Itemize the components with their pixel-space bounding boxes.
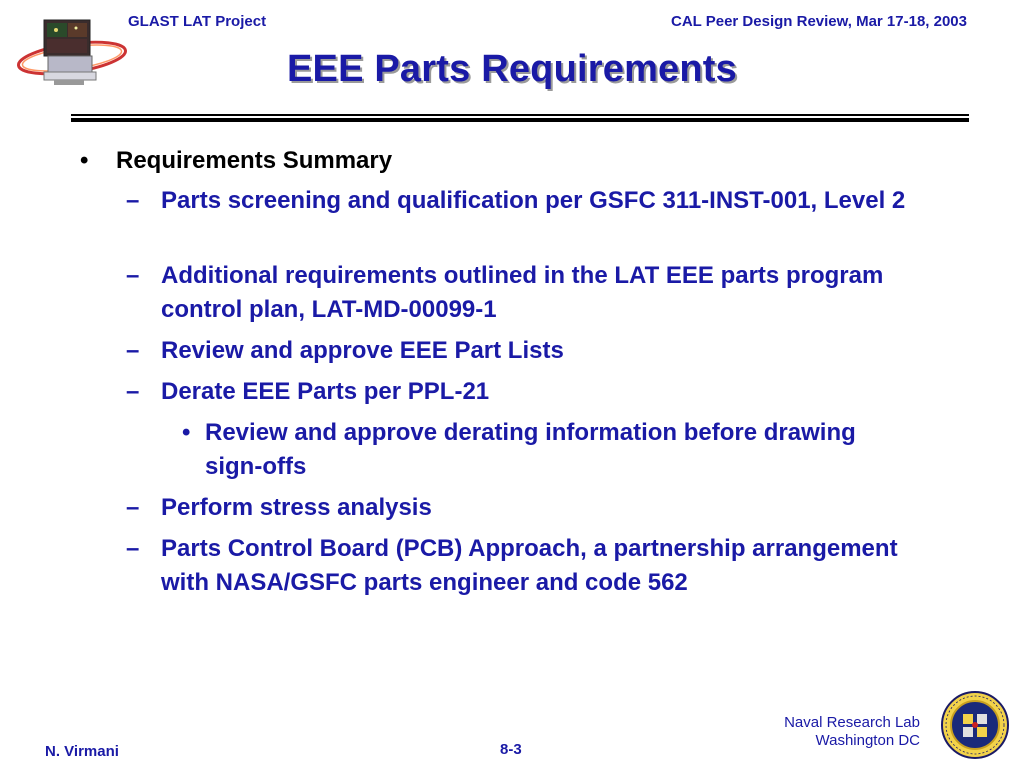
sub-bullet-text: Review and approve EEE Part Lists — [161, 337, 564, 364]
header-review: CAL Peer Design Review, Mar 17-18, 2003 — [671, 13, 967, 30]
bullet-text: Requirements Summary — [116, 147, 393, 174]
footer-organization — [784, 714, 920, 750]
bullet-mark: • — [80, 147, 89, 174]
dash-mark: – — [126, 262, 140, 289]
sub-bullet-text: Parts screening and qualification per GSFC 311-INST-001, Level 2 — [161, 187, 906, 214]
footer-org-name: Naval Research Lab — [784, 714, 920, 731]
naval-research-lab-seal-icon — [940, 690, 1010, 760]
title-divider-thin — [71, 114, 969, 116]
dash-mark: – — [126, 494, 140, 521]
header-project: GLAST LAT Project — [128, 13, 267, 30]
slide-title: EEE Parts Requirements — [286, 48, 737, 90]
dash-mark: – — [126, 378, 140, 405]
footer-org-location: Washington DC — [815, 732, 920, 749]
dash-mark: – — [126, 187, 140, 214]
footer-page-number: 8-3 — [500, 741, 522, 758]
title-divider-thick — [71, 118, 969, 122]
bullet-mark: • — [182, 419, 191, 446]
sub-bullet-text: Parts Control Board (PCB) Approach, a partnership arrangement with NASA/GSFC parts engineer and code 562 — [161, 535, 898, 596]
dash-mark: – — [126, 337, 140, 364]
sub-bullet-text: Derate EEE Parts per PPL-21 — [161, 378, 490, 405]
sub-bullet-text: Additional requirements outlined in the LAT EEE parts program control plan, LAT-MD-00099-1 — [161, 262, 884, 323]
sub-bullet-text: Perform stress analysis — [161, 494, 432, 521]
dash-mark: – — [126, 535, 140, 562]
sub-sub-bullet-text: Review and approve derating information before drawing sign-offs — [205, 419, 856, 480]
footer-author: N. Virmani — [45, 743, 119, 760]
